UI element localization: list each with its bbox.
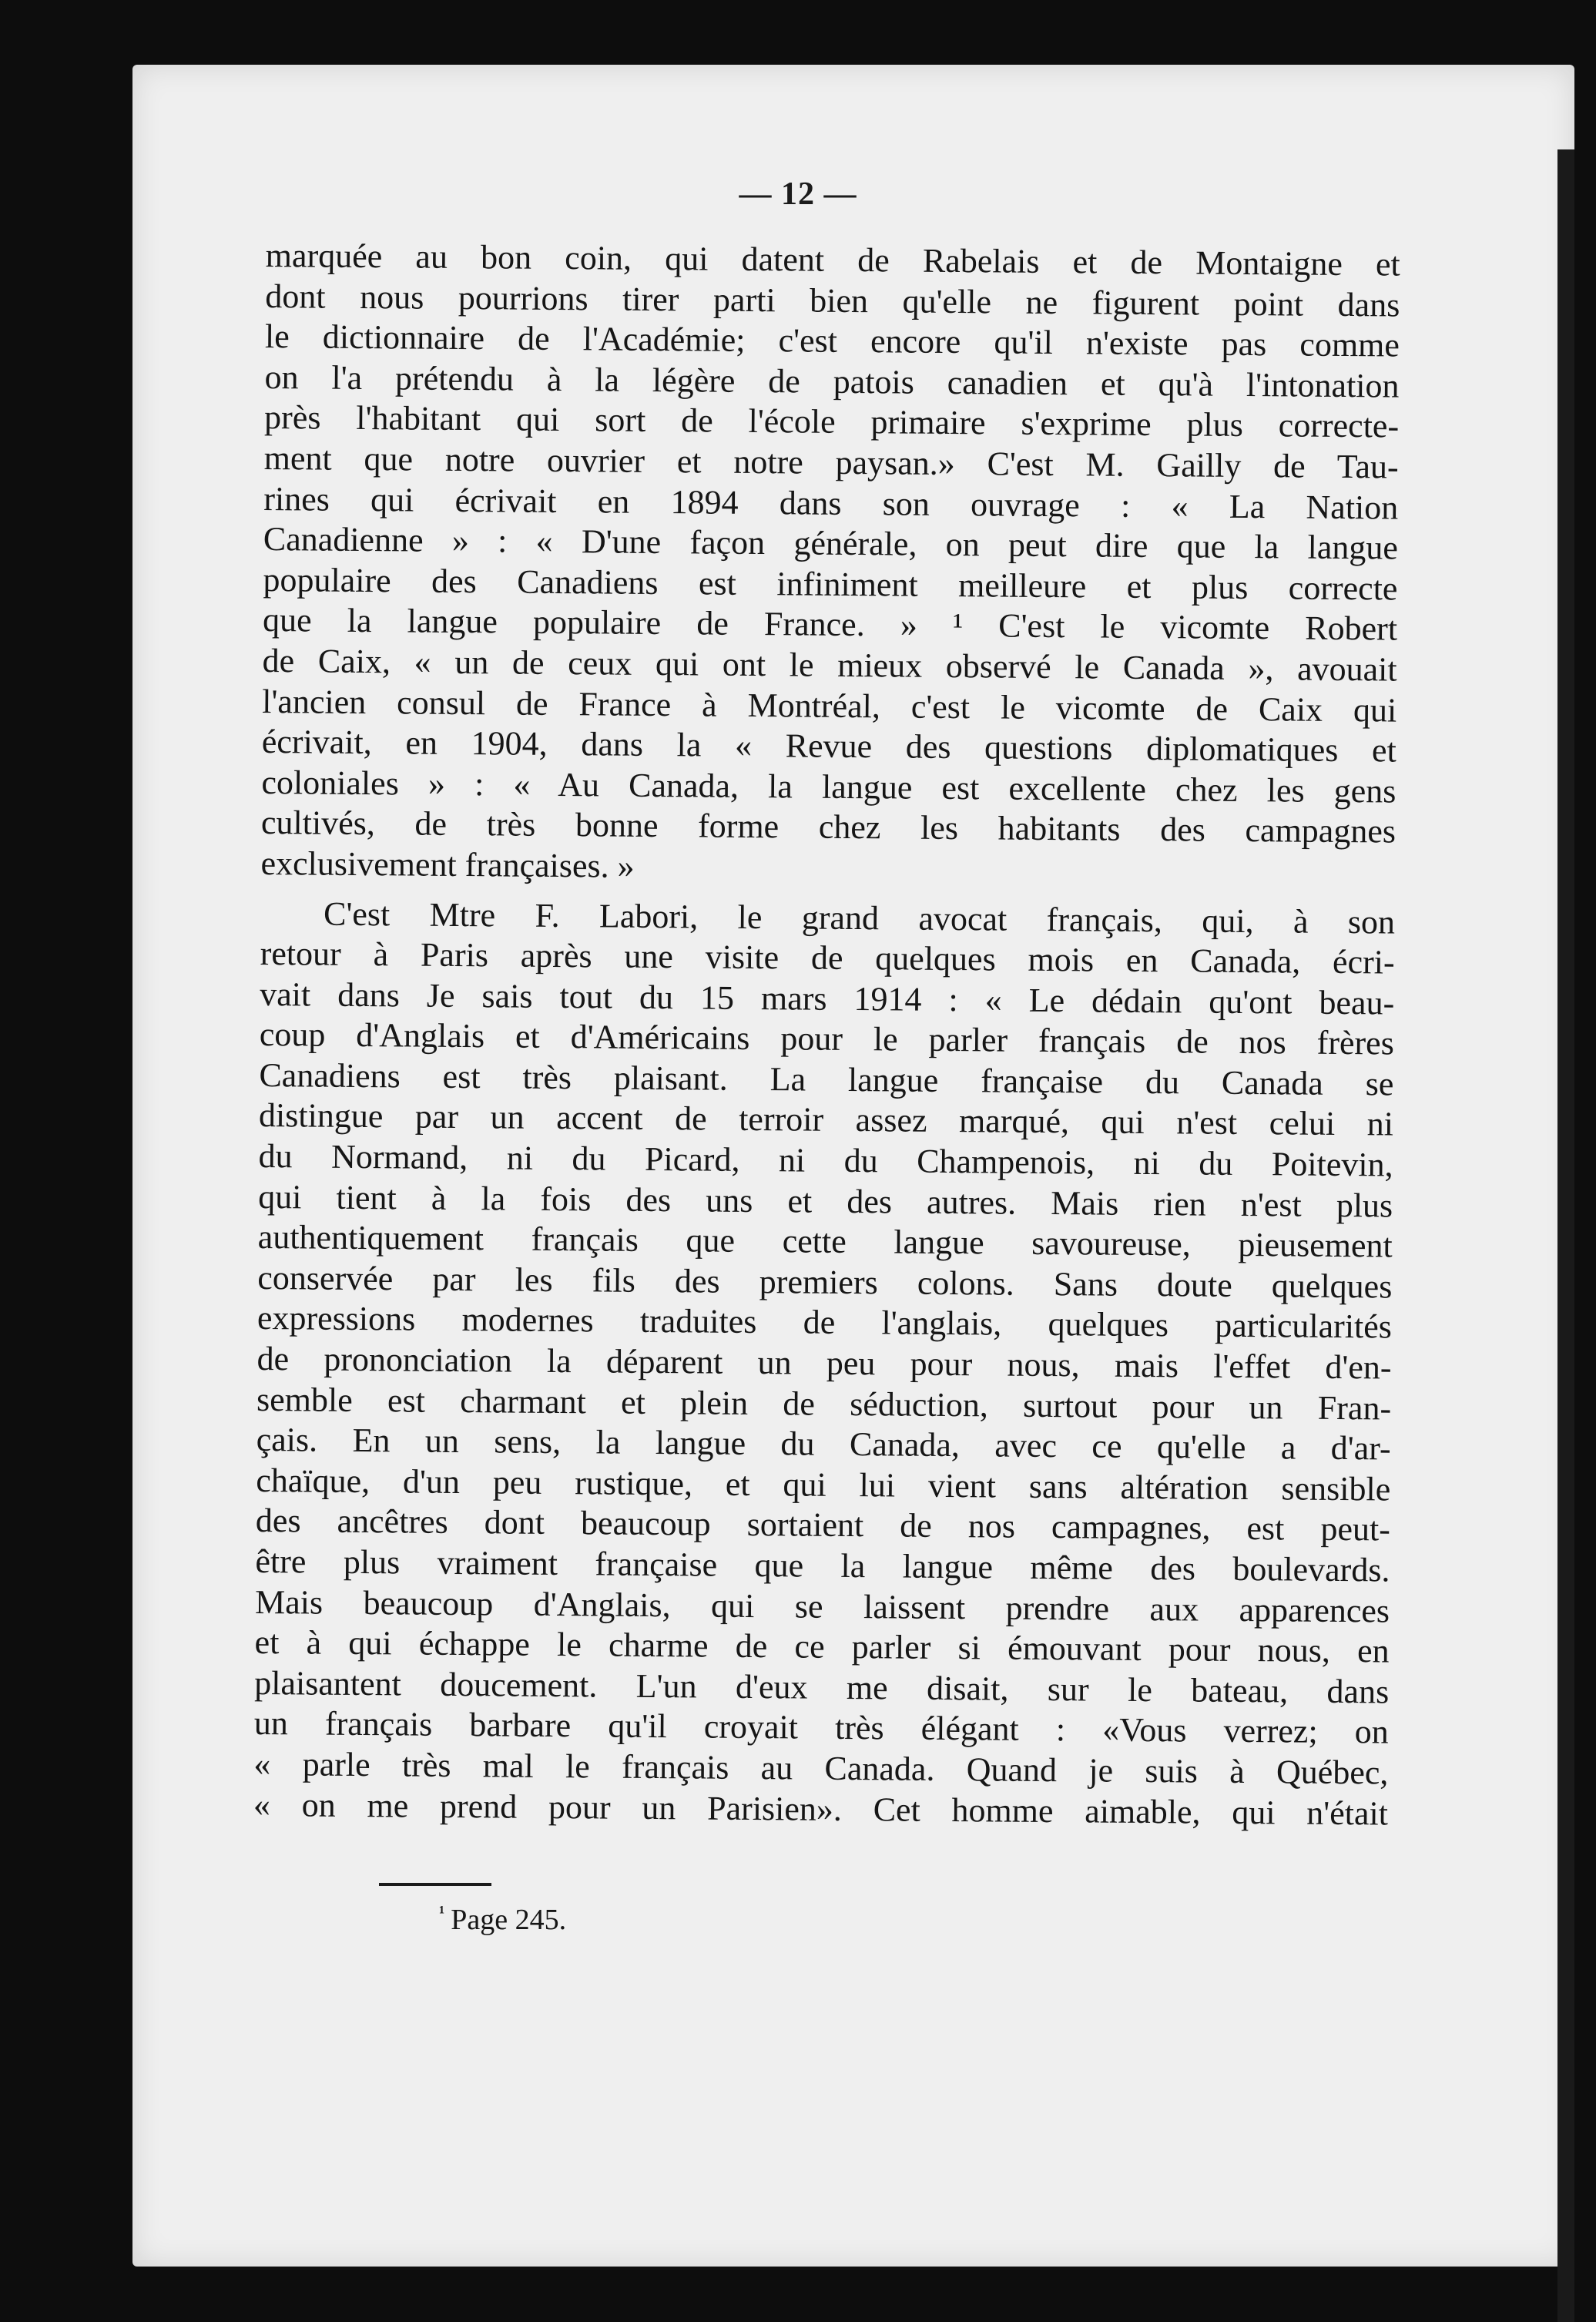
text-line: du Normand, ni du Picard, ni du Champenois, ni du Poitevin, xyxy=(258,1137,1393,1184)
text-line: l'ancien consul de France à Montréal, c'est le vicomte de Caix qui xyxy=(262,682,1397,730)
text-line: « parle très mal le français au Canada. Quand je suis à Québec, xyxy=(253,1744,1389,1792)
text-line: qui tient à la fois des uns et des autres. Mais rien n'est plus xyxy=(258,1177,1393,1225)
footnote xyxy=(439,1903,566,1937)
text-line: coup d'Anglais et d'Américains pour le parler français de nos frères xyxy=(259,1015,1395,1062)
page-number: — 12 — xyxy=(739,176,857,212)
text-line: chaïque, d'un peu rustique, et qui lui vient sans altération sensible xyxy=(256,1461,1391,1508)
text-line: populaire des Canadiens est infiniment meilleure et plus correcte xyxy=(263,560,1398,608)
text-line: un français barbare qu'il croyait très élégant : «Vous verrez; on xyxy=(253,1704,1389,1751)
text-line: vait dans Je sais tout du 15 mars 1914 : « Le dédain qu'ont beau- xyxy=(260,975,1395,1022)
text-line: C'est Mtre F. Labori, le grand avocat français, qui, à son xyxy=(323,894,1396,941)
text-line: écrivait, en 1904, dans la « Revue des questions diplomatiques et xyxy=(261,723,1396,770)
text-line: le dictionnaire de l'Académie; c'est encore qu'il n'existe pas comme xyxy=(264,317,1400,364)
text-line: on l'a prétendu à la légère de patois canadien et qu'à l'intonation xyxy=(264,357,1400,405)
text-line: semble est charmant et plein de séduction, surtout pour un Fran- xyxy=(256,1380,1392,1428)
text-line: Canadiens est très plaisant. La langue française du Canada se xyxy=(259,1055,1394,1103)
text-line: marquée au bon coin, qui datent de Rabelais et de Montaigne et xyxy=(265,236,1400,284)
text-line: conservée par les fils des premiers colons. Sans doute quelques xyxy=(257,1258,1393,1306)
text-line: des ancêtres dont beaucoup sortaient de nos campagnes, est peut- xyxy=(255,1502,1391,1549)
footnote-rule xyxy=(379,1883,491,1886)
text-line: coloniales » : « Au Canada, la langue est excellente chez les gens xyxy=(261,763,1396,810)
footnote-marker: ¹ xyxy=(439,1903,445,1924)
body-text xyxy=(253,236,1400,1834)
text-line: « on me prend pour un Parisien». Cet homme aimable, qui n'était xyxy=(253,1785,1389,1833)
text-line: distingue par un accent de terroir assez marqué, qui n'est celui ni xyxy=(258,1096,1394,1144)
text-line: Canadienne » : « D'une façon générale, on peut dire que la langue xyxy=(263,520,1399,567)
text-line: plaisantent doucement. L'un d'eux me disait, sur le bateau, dans xyxy=(254,1663,1390,1711)
paragraph-2 xyxy=(253,893,1395,1834)
text-line: authentiquement français que cette langue savoureuse, pieusement xyxy=(257,1218,1393,1265)
text-line: de Caix, « un de ceux qui ont le mieux observé le Canada », avouait xyxy=(262,641,1397,689)
text-line: être plus vraiment française que la langue même des boulevards. xyxy=(255,1542,1390,1589)
paragraph-1 xyxy=(260,236,1400,893)
text-line: dont nous pourrions tirer parti bien qu'elle ne figurent point dans xyxy=(265,277,1400,324)
page-edge-shadow xyxy=(1557,149,1574,2322)
text-line: retour à Paris après une visite de quelques mois en Canada, écri- xyxy=(260,935,1395,981)
text-line: exclusivement françaises. » xyxy=(260,844,635,885)
text-line: Mais beaucoup d'Anglais, qui se laissent prendre aux apparences xyxy=(254,1582,1390,1630)
text-line: et à qui échappe le charme de ce parler si émouvant pour nous, en xyxy=(254,1623,1390,1670)
text-line: près l'habitant qui sort de l'école primaire s'exprime plus correcte- xyxy=(263,398,1400,445)
text-line: çais. En un sens, la langue du Canada, avec ce qu'elle a d'ar- xyxy=(256,1421,1391,1468)
text-line: cultivés, de très bonne forme chez les habitants des campagnes xyxy=(260,804,1396,851)
text-line: de prononciation la déparent un peu pour nous, mais l'effet d'en- xyxy=(256,1339,1392,1387)
text-line: rines qui écrivait en 1894 dans son ouvrage : « La Nation xyxy=(263,479,1399,527)
text-line: ment que notre ouvrier et notre paysan.» C'est M. Gailly de Tau- xyxy=(263,438,1399,486)
text-line: expressions modernes traduites de l'anglais, quelques particularités xyxy=(256,1299,1393,1346)
text-line: que la langue populaire de France. » ¹ C'est le vicomte Robert xyxy=(262,601,1398,648)
footnote-text: Page 245. xyxy=(451,1904,567,1936)
